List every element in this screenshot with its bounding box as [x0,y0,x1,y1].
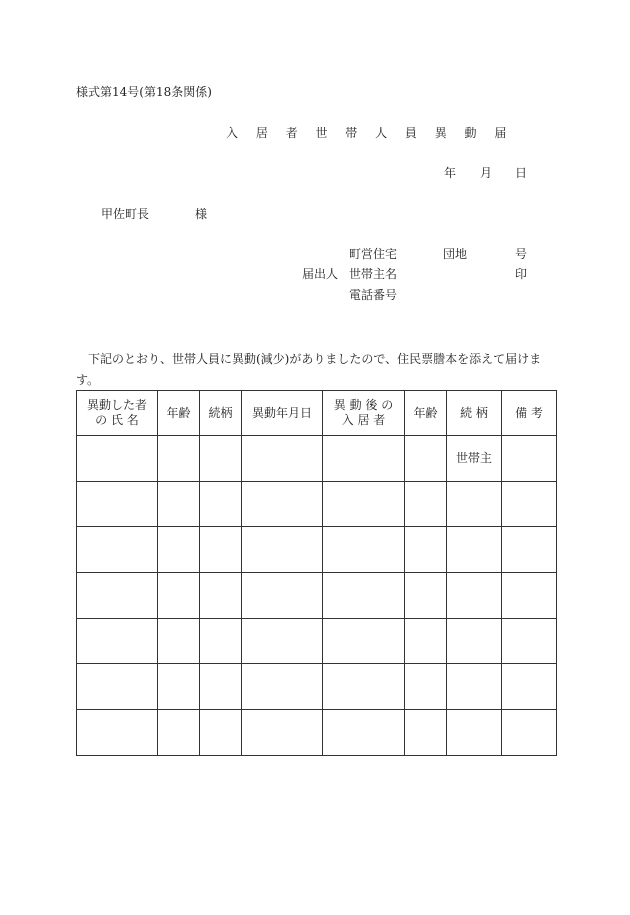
table-cell [242,527,323,573]
table-cell [502,618,557,664]
table-cell: 世帯主 [447,436,502,482]
table-cell [447,573,502,619]
table-cell [502,481,557,527]
column-header-line: 年齢 [413,405,438,420]
table-cell [447,527,502,573]
table-cell [323,618,405,664]
member-change-table [76,390,557,756]
addressee-honorific: 様 [195,207,208,221]
table-cell [200,436,242,482]
date-day-label: 日 [515,166,528,180]
table-row [77,481,557,527]
column-header-line: 異動年月日 [251,405,312,420]
table-cell [323,436,405,482]
phone-label: 電話番号 [349,288,398,302]
column-header [242,391,323,436]
column-header-line: の 氏 名 [95,413,139,427]
table-cell [158,481,200,527]
table-cell [77,573,158,619]
table-cell [200,618,242,664]
table-cell [502,664,557,710]
table-cell [447,664,502,710]
table-row [77,573,557,619]
table-cell [405,436,447,482]
housing-label: 町営住宅 [349,247,398,261]
form-number: 様式第14号(第18条関係) [76,85,212,99]
table-cell [405,481,447,527]
column-header [405,391,447,436]
table-cell [242,664,323,710]
column-header [447,391,502,436]
table-cell [200,527,242,573]
table-cell [77,710,158,756]
table-cell [405,573,447,619]
table-cell [77,618,158,664]
column-header-line: 続柄 [208,405,233,420]
applicant-label: 届出人 [302,267,339,281]
column-header [323,391,405,436]
table-cell [158,664,200,710]
column-header-line: 続 柄 [460,405,488,420]
table-cell [77,527,158,573]
table-cell [77,664,158,710]
column-header [200,391,242,436]
date-year-label: 年 [444,166,457,180]
table-cell [405,710,447,756]
table-header-row [77,391,557,436]
table-cell [405,618,447,664]
table-cell [77,481,158,527]
table-cell [200,664,242,710]
table-cell [242,573,323,619]
table-cell [405,527,447,573]
table-row [77,436,557,482]
number-label: 号 [515,247,528,261]
seal-mark: 印 [515,267,528,281]
document-title: 入 居 者 世 帯 人 員 異 動 届 [226,126,514,140]
table-cell [502,436,557,482]
table-cell [158,618,200,664]
table-cell [323,710,405,756]
column-header [502,391,557,436]
column-header-line: 年齢 [166,405,191,420]
table-cell [242,710,323,756]
table-cell [447,710,502,756]
table-cell [242,481,323,527]
table-cell [200,481,242,527]
table-cell [242,436,323,482]
table-cell [242,618,323,664]
table-cell [323,664,405,710]
table-cell [502,710,557,756]
table-cell [405,664,447,710]
table-cell [323,527,405,573]
column-header-line: 異 動 後 の [333,398,394,412]
table-cell [200,573,242,619]
table-cell [158,710,200,756]
table-body [77,436,557,756]
column-header [158,391,200,436]
table-row [77,664,557,710]
table-row [77,710,557,756]
table-cell [158,573,200,619]
column-header [77,391,158,436]
column-header-line: 入 居 者 [341,413,386,427]
column-header-line: 備 考 [515,405,543,420]
table-cell [77,436,158,482]
table-cell [200,710,242,756]
table-cell [447,618,502,664]
table-cell [502,573,557,619]
table-cell [502,527,557,573]
table-row [77,527,557,573]
column-header-line: 異動した者 [86,398,147,412]
complex-label: 団地 [443,247,468,261]
table-row [77,618,557,664]
table-cell [323,481,405,527]
household-head-label: 世帯主名 [349,267,398,281]
body-text: 下記のとおり、世帯人員に異動(減少)がありましたので、住民票謄本を添えて届けます。 [76,352,542,387]
date-month-label: 月 [480,166,493,180]
table-cell [158,436,200,482]
table-cell [323,573,405,619]
table-cell [158,527,200,573]
table-cell [447,481,502,527]
addressee-name: 甲佐町長 [101,207,150,221]
